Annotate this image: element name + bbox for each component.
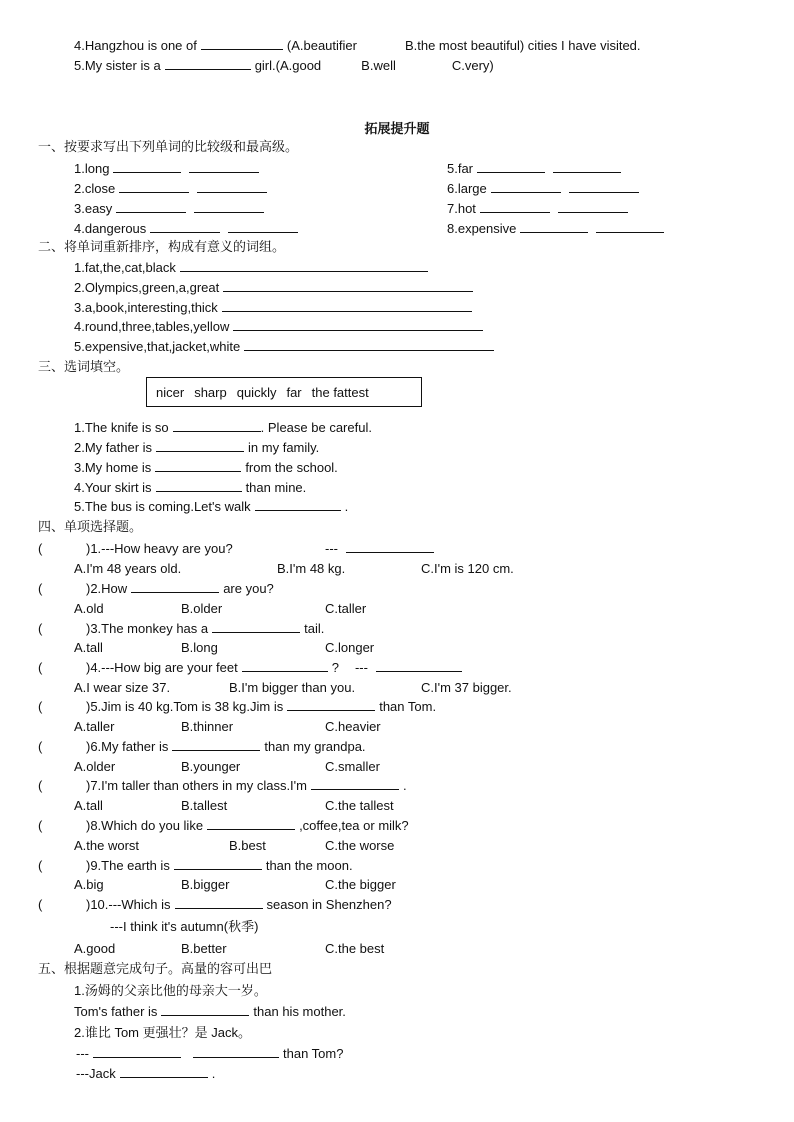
mcq-question: )1.---How heavy are you? xyxy=(86,541,233,556)
s2-item: 3.a,book,interesting,thick xyxy=(74,299,476,317)
answer-blank[interactable] xyxy=(172,738,260,751)
answer-blank[interactable] xyxy=(558,200,628,213)
mcq-option: B.older xyxy=(181,601,223,616)
mcq-option: A.big xyxy=(74,877,104,892)
s5-chinese-prompt: 1.汤姆的父亲比他的母亲大一岁。 xyxy=(74,983,267,998)
mcq-question: )7.I'm taller than others in my class.I'm . xyxy=(86,778,407,793)
answer-paren[interactable]: ( xyxy=(38,858,43,873)
answer-paren[interactable]: ( xyxy=(38,621,43,636)
answer-blank[interactable] xyxy=(376,659,462,672)
answer-blank[interactable] xyxy=(222,299,472,312)
mcq-option: A.good xyxy=(74,941,116,956)
answer-blank[interactable] xyxy=(491,180,561,193)
s2-item: 2.Olympics,green,a,great xyxy=(74,279,477,297)
mcq-option: B.long xyxy=(181,640,218,655)
s1-item: 1.long xyxy=(74,160,263,178)
answer-blank[interactable] xyxy=(156,439,244,452)
answer-paren[interactable]: ( xyxy=(38,581,43,596)
answer-blank[interactable] xyxy=(228,220,298,233)
mcq-option: B.thinner xyxy=(181,719,234,734)
answer-paren[interactable]: ( xyxy=(38,739,43,754)
answer-paren[interactable]: ( xyxy=(38,818,43,833)
mcq-option: C.the best xyxy=(325,941,385,956)
s5-chinese-prompt: 2.谁比 Tom 更强壮？是 Jack。 xyxy=(74,1025,251,1040)
s1-item: 6.large xyxy=(447,180,643,198)
s1-item: 4.dangerous xyxy=(74,220,302,238)
s3-item: 4.Your skirt is than mine. xyxy=(74,480,307,495)
s5-item: --- than Tom? xyxy=(76,1046,344,1061)
mcq-option: C.I'm is 120 cm. xyxy=(421,561,514,576)
s3-item: 5.The bus is coming.Let's walk . xyxy=(74,499,349,514)
word-bank-item: nicer xyxy=(156,384,185,400)
s1-item: 8.expensive xyxy=(447,220,668,238)
mcq-option: B.bigger xyxy=(181,877,230,892)
mcq-option: A.the worst xyxy=(74,838,140,853)
s1-item: 3.easy xyxy=(74,200,268,218)
mcq-question: )2.How are you? xyxy=(86,581,274,596)
answer-blank[interactable] xyxy=(165,57,251,70)
answer-blank[interactable] xyxy=(155,459,241,472)
word-bank-item: far xyxy=(286,384,302,400)
answer-blank[interactable] xyxy=(201,37,283,50)
s5-item: Tom's father is than his mother. xyxy=(74,1004,346,1019)
mcq-option: C.the bigger xyxy=(325,877,396,892)
mcq-option: B.I'm bigger than you. xyxy=(229,680,356,695)
s3-item: 3.My home is from the school. xyxy=(74,460,338,475)
answer-paren[interactable]: ( xyxy=(38,699,43,714)
section-heading-2: 二、将单词重新排序，构成有意义的词组。 xyxy=(38,239,286,254)
answer-blank[interactable] xyxy=(193,1045,279,1058)
answer-blank[interactable] xyxy=(207,817,295,830)
s2-item: 4.round,three,tables,yellow xyxy=(74,318,487,336)
s2-item: 1.fat,the,cat,black xyxy=(74,259,432,277)
section-heading-1: 一、按要求写出下列单词的比较级和最高级。 xyxy=(38,139,299,154)
s3-item: 1.The knife is so . Please be careful. xyxy=(74,420,372,435)
section-heading-5: 五、根据题意完成句子。高量的容可出巴 xyxy=(38,961,273,976)
s1-item: 2.close xyxy=(74,180,271,198)
question-line: 4.Hangzhou is one of (A.beautifier B.the most beautiful) cities I have visited. xyxy=(74,38,641,53)
mcq-option: B.tallest xyxy=(181,798,228,813)
answer-blank[interactable] xyxy=(173,419,261,432)
mcq-option: B.younger xyxy=(181,759,241,774)
answer-paren[interactable]: ( xyxy=(38,541,43,556)
answer-blank[interactable] xyxy=(244,338,494,351)
answer-blank[interactable] xyxy=(189,160,259,173)
section-heading-4: 四、单项选择题。 xyxy=(38,519,143,534)
page-title: 拓展提升题 xyxy=(364,121,430,136)
mcq-extra-line: ---I think it's autumn(秋季) xyxy=(110,919,259,934)
word-bank-item: sharp xyxy=(194,384,227,400)
mcq-question: )9.The earth is than the moon. xyxy=(86,858,353,873)
answer-blank[interactable] xyxy=(197,180,267,193)
answer-blank[interactable] xyxy=(93,1045,181,1058)
mcq-option: A.old xyxy=(74,601,104,616)
answer-blank[interactable] xyxy=(174,857,262,870)
mcq-option: A.tall xyxy=(74,640,103,655)
answer-blank[interactable] xyxy=(150,220,220,233)
mcq-option: C.the worse xyxy=(325,838,395,853)
answer-blank[interactable] xyxy=(116,200,186,213)
mcq-option: B.best xyxy=(229,838,266,853)
answer-blank[interactable] xyxy=(569,180,639,193)
mcq-option: C.heavier xyxy=(325,719,381,734)
answer-blank[interactable] xyxy=(131,580,219,593)
mcq-question: )8.Which do you like ,coffee,tea or milk? xyxy=(86,818,409,833)
mcq-question: )5.Jim is 40 kg.Tom is 38 kg.Jim is than Tom. xyxy=(86,699,437,714)
mcq-option: A.I'm 48 years old. xyxy=(74,561,182,576)
answer-blank[interactable] xyxy=(346,540,434,553)
s3-item: 2.My father is in my family. xyxy=(74,440,320,455)
answer-blank[interactable] xyxy=(287,698,375,711)
answer-blank[interactable] xyxy=(242,659,328,672)
answer-blank[interactable] xyxy=(477,160,545,173)
mcq-option: B.I'm 48 kg. xyxy=(277,561,346,576)
mcq-option: A.older xyxy=(74,759,116,774)
word-bank-item: the fattest xyxy=(311,384,369,400)
s2-item: 5.expensive,that,jacket,white xyxy=(74,338,498,356)
answer-blank[interactable] xyxy=(175,896,263,909)
mcq-option: C.I'm 37 bigger. xyxy=(421,680,512,695)
mcq-question: )10.---Which is season in Shenzhen? xyxy=(86,897,392,912)
answer-blank[interactable] xyxy=(212,620,300,633)
answer-blank[interactable] xyxy=(120,1065,208,1078)
section-heading-3: 三、选词填空。 xyxy=(38,359,130,374)
s5-item: ---Jack . xyxy=(76,1066,216,1081)
answer-blank[interactable] xyxy=(311,777,399,790)
answer-blank[interactable] xyxy=(194,200,264,213)
answer-blank[interactable] xyxy=(119,180,189,193)
answer-paren[interactable]: ( xyxy=(38,660,43,675)
answer-paren[interactable]: ( xyxy=(38,778,43,793)
mcq-option: C.the tallest xyxy=(325,798,394,813)
word-bank-box xyxy=(146,377,422,407)
answer-blank[interactable] xyxy=(480,200,550,213)
mcq-option: B.better xyxy=(181,941,227,956)
answer-blank[interactable] xyxy=(596,220,664,233)
answer-blank[interactable] xyxy=(113,160,181,173)
question-line: 5.My sister is a girl.(A.good B.well C.very) xyxy=(74,58,494,73)
answer-blank[interactable] xyxy=(180,259,428,272)
answer-blank[interactable] xyxy=(223,279,473,292)
answer-blank[interactable] xyxy=(255,498,341,511)
answer-blank[interactable] xyxy=(161,1003,249,1016)
s1-item: 7.hot xyxy=(447,200,632,218)
mcq-question: )4.---How big are your feet ? --- xyxy=(86,659,466,677)
mcq-option: A.taller xyxy=(74,719,115,734)
answer-paren[interactable]: ( xyxy=(38,897,43,912)
answer-blank[interactable] xyxy=(553,160,621,173)
answer-blank[interactable] xyxy=(233,318,483,331)
mcq-option: C.taller xyxy=(325,601,367,616)
mcq-option: A.I wear size 37. xyxy=(74,680,171,695)
mcq-option: A.tall xyxy=(74,798,103,813)
mcq-question: )3.The monkey has a tail. xyxy=(86,621,325,636)
word-bank-item: quickly xyxy=(236,384,277,400)
mcq-question: )6.My father is than my grandpa. xyxy=(86,739,366,754)
s1-item: 5.far xyxy=(447,160,625,178)
answer-blank[interactable] xyxy=(156,479,242,492)
answer-blank[interactable] xyxy=(520,220,588,233)
mcq-question: --- xyxy=(325,540,438,558)
mcq-option: C.longer xyxy=(325,640,375,655)
mcq-option: C.smaller xyxy=(325,759,380,774)
